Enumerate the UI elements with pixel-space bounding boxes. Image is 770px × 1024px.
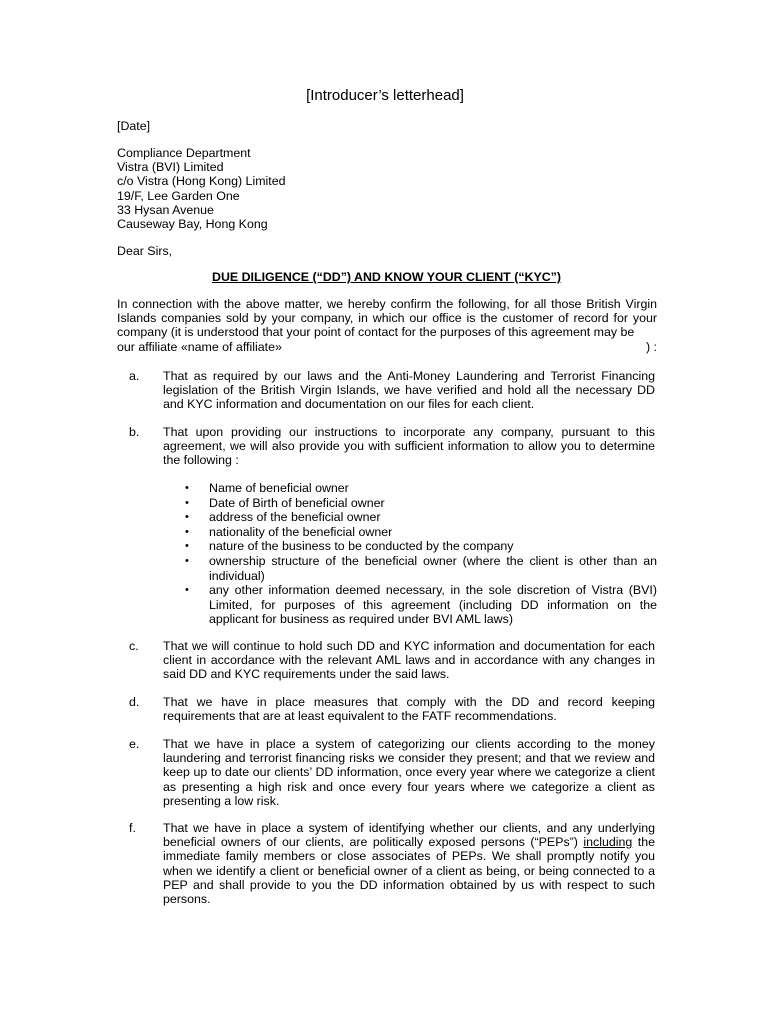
bullet-icon: • <box>185 482 189 494</box>
underlined-word: including <box>583 835 633 850</box>
clause-text: That we have in place measures that comply with the DD and record keeping requirements that are at least equivalent to the FATF recommendations. <box>163 695 655 724</box>
list-item: • nature of the business to be conducted by the company <box>185 539 514 554</box>
intro-last-line <box>117 340 657 354</box>
bullet-icon: • <box>185 511 189 524</box>
clause-text: That we have in place a system of identifying whether our clients, and any underlying beneficial owners of our clients, are politically exposed persons (“PEPs”) including the immediate family members or close associates of PEPs. We shall promptly notify you when we identify a client or beneficial owner of a client as being, or being connected to a PEP and shall provide to you the DD information obtained by us with respect to such persons. <box>163 821 656 907</box>
clause-text: That we have in place a system of categorizing our clients according to the money laundering and terrorist financing risks we consider they present; and that we review and keep up to date our clients’ DD information, once every year where we categorize a client as presenting a high risk and once every four years where we categorize a client as presenting a low risk. <box>163 737 655 808</box>
clause-text: That we will continue to hold such DD and KYC information and documentation for each client in accordance with the relevant AML laws and in accordance with any changes in said DD and KYC requirements under the said laws. <box>163 639 655 682</box>
list-item: • nationality of the beneficial owner <box>185 524 393 539</box>
clause-letter: f. <box>129 821 136 835</box>
address-line: 19/F, Lee Garden One <box>117 188 240 203</box>
clause-text: That upon providing our instructions to incorporate any company, pursuant to this agreement, we will also provide you with sufficient information to allow you to determine the following : <box>163 425 655 468</box>
clause-letter: c. <box>129 639 139 653</box>
list-item: • Name of beneficial owner <box>185 481 349 495</box>
document-heading: DUE DILIGENCE (“DD”) AND KNOW YOUR CLIENT (“KYC”) <box>212 270 561 284</box>
bullet-icon: • <box>185 584 189 597</box>
address-line: Vistra (BVI) Limited <box>117 160 224 175</box>
clause-letter: d. <box>129 695 140 709</box>
recipient-address <box>117 146 657 231</box>
address-line: Compliance Department <box>117 146 251 160</box>
bullet-icon: • <box>185 540 189 553</box>
affiliate-placeholder: our affiliate «name of affiliate» <box>117 339 282 354</box>
list-item: • address of the beneficial owner <box>185 510 381 525</box>
bullet-icon: • <box>185 496 189 509</box>
list-item: • any other information deemed necessary, in the sole discretion of Vistra (BVI) Limited, for purposes of this agreement (including DD information on the applicant for business as required under BVI AML laws) <box>185 583 657 627</box>
address-line: Causeway Bay, Hong Kong <box>117 217 268 232</box>
intro-paragraph <box>117 297 657 354</box>
bullet-icon: • <box>185 525 189 538</box>
intro-body: In connection with the above matter, we hereby confirm the following, for all those British Virgin Islands companies sold by your company, in which our office is the customer of record for your company (it is understood that your point of contact for the purposes of this agreement may be <box>117 297 657 340</box>
address-line: 33 Hysan Avenue <box>117 202 214 217</box>
clause-letter: b. <box>129 425 140 439</box>
bullet-icon: • <box>185 554 189 567</box>
date-placeholder: [Date] <box>117 119 151 133</box>
intro-closing: ) : <box>645 339 657 354</box>
beneficial-owner-info-list <box>163 481 657 627</box>
clause-text: That as required by our laws and the Anti-Money Laundering and Terrorist Financing legislation of the British Virgin Islands, we have verified and hold all the necessary DD and KYC information and documentation on our files for each client. <box>163 369 655 412</box>
clause-letter: a. <box>129 369 140 383</box>
clause-letter: e. <box>129 737 140 751</box>
list-item: • Date of Birth of beneficial owner <box>185 495 385 510</box>
address-line: c/o Vistra (Hong Kong) Limited <box>117 174 286 189</box>
list-item: • ownership structure of the beneficial owner (where the client is other than an individual) <box>185 553 657 583</box>
letterhead-placeholder: [Introducer’s letterhead] <box>306 87 464 104</box>
salutation: Dear Sirs, <box>117 244 173 258</box>
